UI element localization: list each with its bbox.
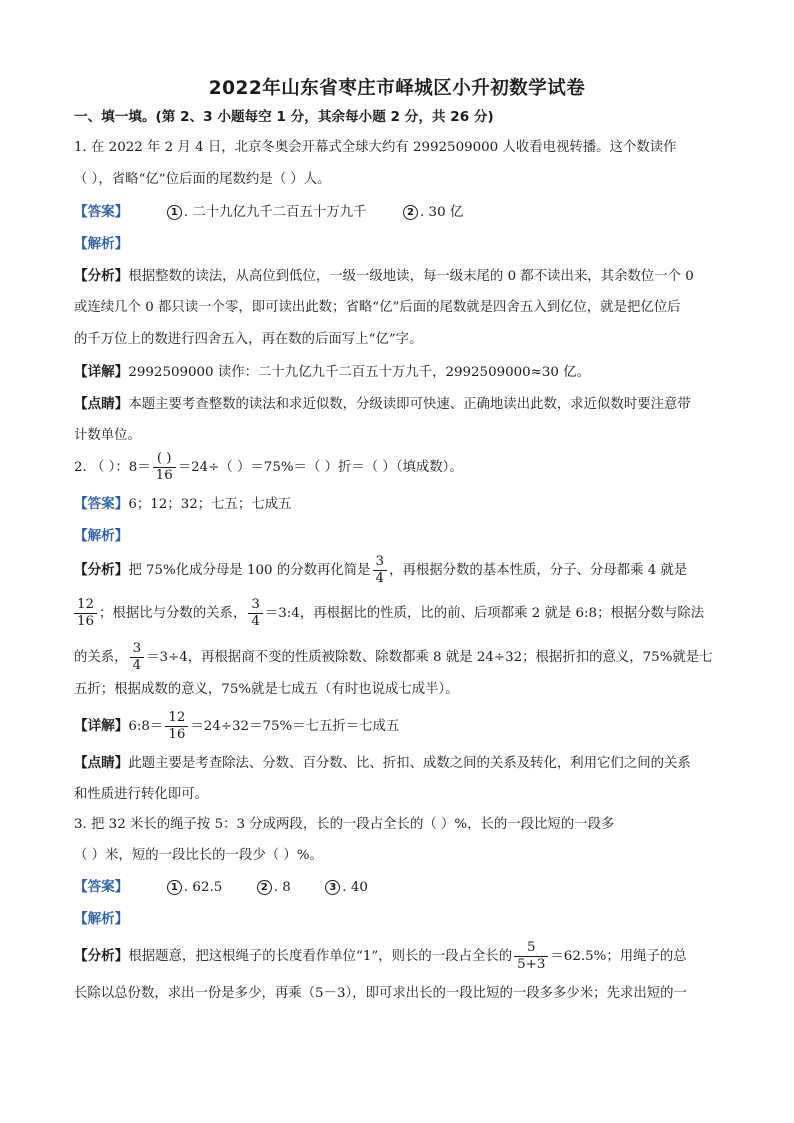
- q1-answer-1: . 二十九亿九千二百五十万九千: [183, 205, 367, 220]
- q2-xiangjie-pre: 6:8＝: [128, 719, 164, 734]
- section-heading: 一、填一填。(第 2、3 小题每空 1 分，其余每小题 2 分，共 26 分): [74, 109, 494, 125]
- analysis-label: 【解析】: [74, 528, 129, 544]
- fraction-12-16: [74, 597, 97, 630]
- q2-fenxi-text1a: 把 75%化成分母是 100 的分数再化简是: [128, 563, 371, 578]
- answer-label: 【答案】: [74, 204, 129, 220]
- q1-xiangjie: [74, 362, 734, 383]
- q3-fenxi-line1: [74, 934, 734, 979]
- frac-num: 12: [165, 710, 188, 727]
- q1-text-line2: （ ），省略“亿”位后面的尾数约是（ ）人。: [74, 172, 331, 187]
- frac-den: 5+3: [517, 957, 546, 972]
- q1-text-line1: 1. 在 2022 年 2 月 4 日，北京冬奥会开幕式全球大约有 2992509000 人收看电视转播。这个数读作: [74, 140, 677, 155]
- q1-dianjing-line1: [74, 394, 734, 415]
- fraction-5-over-5plus3: [514, 940, 548, 973]
- q1-xiangjie-text: 2992509000 读作：二十九亿九千二百五十万九千，2992509000≈30 亿。: [128, 365, 590, 380]
- frac-den: 4: [132, 658, 142, 673]
- fraction-12-16: [165, 710, 188, 743]
- q3-answer-1: . 62.5: [183, 880, 223, 895]
- q2-xiangjie: [74, 704, 734, 749]
- q2-fenxi-line2: [74, 592, 734, 636]
- analysis-label: 【解析】: [74, 911, 129, 927]
- answer-label: 【答案】: [74, 496, 129, 512]
- circle-number-3: 3: [325, 880, 340, 895]
- fraction-3-4: [130, 641, 145, 674]
- frac-den: 4: [375, 571, 385, 586]
- q2-xiangjie-post: ＝24÷32＝75%＝七五折＝七成五: [190, 719, 400, 734]
- q3-answer-2: . 8: [273, 880, 291, 895]
- frac-num: 3: [248, 597, 263, 614]
- q1-analysis-heading: [74, 234, 734, 255]
- q3-text-line1: 3. 把 32 米长的绳子按 5：3 分成两段，长的一段占全长的（ ）%，长的一段比短的一段多: [74, 817, 615, 832]
- q2-dianjing-text1: 此题主要是考查除法、分数、百分数、比、折扣、成数之间的关系及转化，利用它们之间的关系: [128, 756, 691, 771]
- q3-answer: [74, 877, 734, 898]
- q2-fenxi-text1b: ，再根据分数的基本性质，分子、分母都乘 4 就是: [389, 563, 688, 578]
- q3-fenxi-text1b: ＝62.5%；用绳子的总: [550, 949, 687, 964]
- q1-answer: [74, 202, 734, 223]
- circle-number-2: 2: [257, 880, 272, 895]
- page-title: 2022年山东省枣庄市峄城区小升初数学试卷: [208, 78, 586, 99]
- fenxi-label: 【分析】: [74, 948, 129, 964]
- analysis-label: 【解析】: [74, 236, 129, 252]
- fraction-3-4: [373, 554, 388, 587]
- q3-analysis-heading: [74, 909, 734, 930]
- q3-text-line2: （ ）米，短的一段比长的一段少（ ）%。: [74, 848, 323, 863]
- q2-fenxi-text2c: ＝3:4，再根据比的性质，比的前、后项都乘 2 就是 6:8；根据分数与除法: [264, 606, 705, 621]
- circle-number-1: 1: [167, 205, 182, 220]
- q2-answer: [74, 494, 734, 515]
- q2-fenxi-line1: [74, 548, 734, 593]
- q2-text-pre: 2. （ ）：8＝: [74, 460, 151, 475]
- q2-frac-den: 16: [155, 468, 173, 483]
- q2-dianjing-line2: 和性质进行转化即可。: [74, 787, 208, 802]
- q2-analysis-heading: [74, 526, 734, 547]
- q2-fenxi-text3b: ＝3÷4，再根据商不变的性质被除数、除数都乘 8 就是 24÷32；根据折扣的意义，75%就是七: [146, 650, 713, 665]
- q1-fenxi-line2: 或连续几个 0 都只读一个零，即可读出此数；省略“亿”后面的尾数就是四舍五入到亿位，就是把亿位后: [74, 300, 681, 315]
- fenxi-label: 【分析】: [74, 562, 129, 578]
- xiangjie-label: 【详解】: [74, 364, 129, 380]
- q2-fraction: [153, 451, 176, 484]
- q2-fenxi-text2b: ；根据比与分数的关系，: [99, 606, 247, 621]
- q2-frac-num: ( ): [153, 451, 176, 468]
- fraction-3-4: [248, 597, 263, 630]
- q3-fenxi-text1a: 根据题意，把这根绳子的长度看作单位“1”，则长的一段占全长的: [128, 949, 513, 964]
- circle-number-2: 2: [403, 205, 418, 220]
- q1-dianjing-line2: 计数单位。: [74, 428, 141, 443]
- q2-answer-text: 6；12；32；七五；七成五: [128, 497, 292, 512]
- frac-num: 5: [514, 940, 548, 957]
- circle-number-1: 1: [167, 880, 182, 895]
- frac-num: 12: [74, 597, 97, 614]
- dianjing-label: 【点睛】: [74, 755, 129, 771]
- q1-fenxi-text1: 根据整数的读法，从高位到低位，一级一级地读，每一级末尾的 0 都不读出来，其余数位一个 0: [128, 269, 694, 284]
- q2-fenxi-line4: 五折；根据成数的意义，75%就是七成五（有时也说成七成半）。: [74, 682, 459, 697]
- q3-answer-3: . 40: [342, 880, 368, 895]
- q1-answer-2: . 30 亿: [420, 205, 464, 220]
- q2-text-post: ＝24÷（ ）＝75%＝（ ）折＝（ ）（填成数）。: [177, 460, 463, 475]
- frac-num: 3: [130, 641, 145, 658]
- q2-fenxi-line3: [74, 636, 734, 680]
- xiangjie-label: 【详解】: [74, 718, 129, 734]
- frac-den: 16: [77, 614, 95, 629]
- q2-fenxi-text3a: 的关系，: [74, 650, 128, 665]
- q1-fenxi-line1: [74, 266, 734, 287]
- q1-dianjing-text1: 本题主要考查整数的读法和求近似数，分级读即可快速、正确地读出此数，求近似数时要注意带: [128, 397, 691, 412]
- frac-den: 4: [251, 614, 260, 629]
- frac-num: 3: [373, 554, 388, 571]
- dianjing-label: 【点睛】: [74, 396, 129, 412]
- q2-text: [74, 448, 734, 488]
- q3-fenxi-line2: 长除以总份数，求出一份是多少，再乘（5－3），即可求出长的一段比短的一段多多少米；先求出短的一: [74, 986, 687, 1001]
- q2-dianjing-line1: [74, 753, 734, 774]
- fenxi-label: 【分析】: [74, 268, 129, 284]
- q1-fenxi-line3: 的千万位上的数进行四舍五入，再在数的后面写上“亿”字。: [74, 332, 423, 347]
- frac-den: 16: [168, 727, 186, 742]
- answer-label: 【答案】: [74, 879, 129, 895]
